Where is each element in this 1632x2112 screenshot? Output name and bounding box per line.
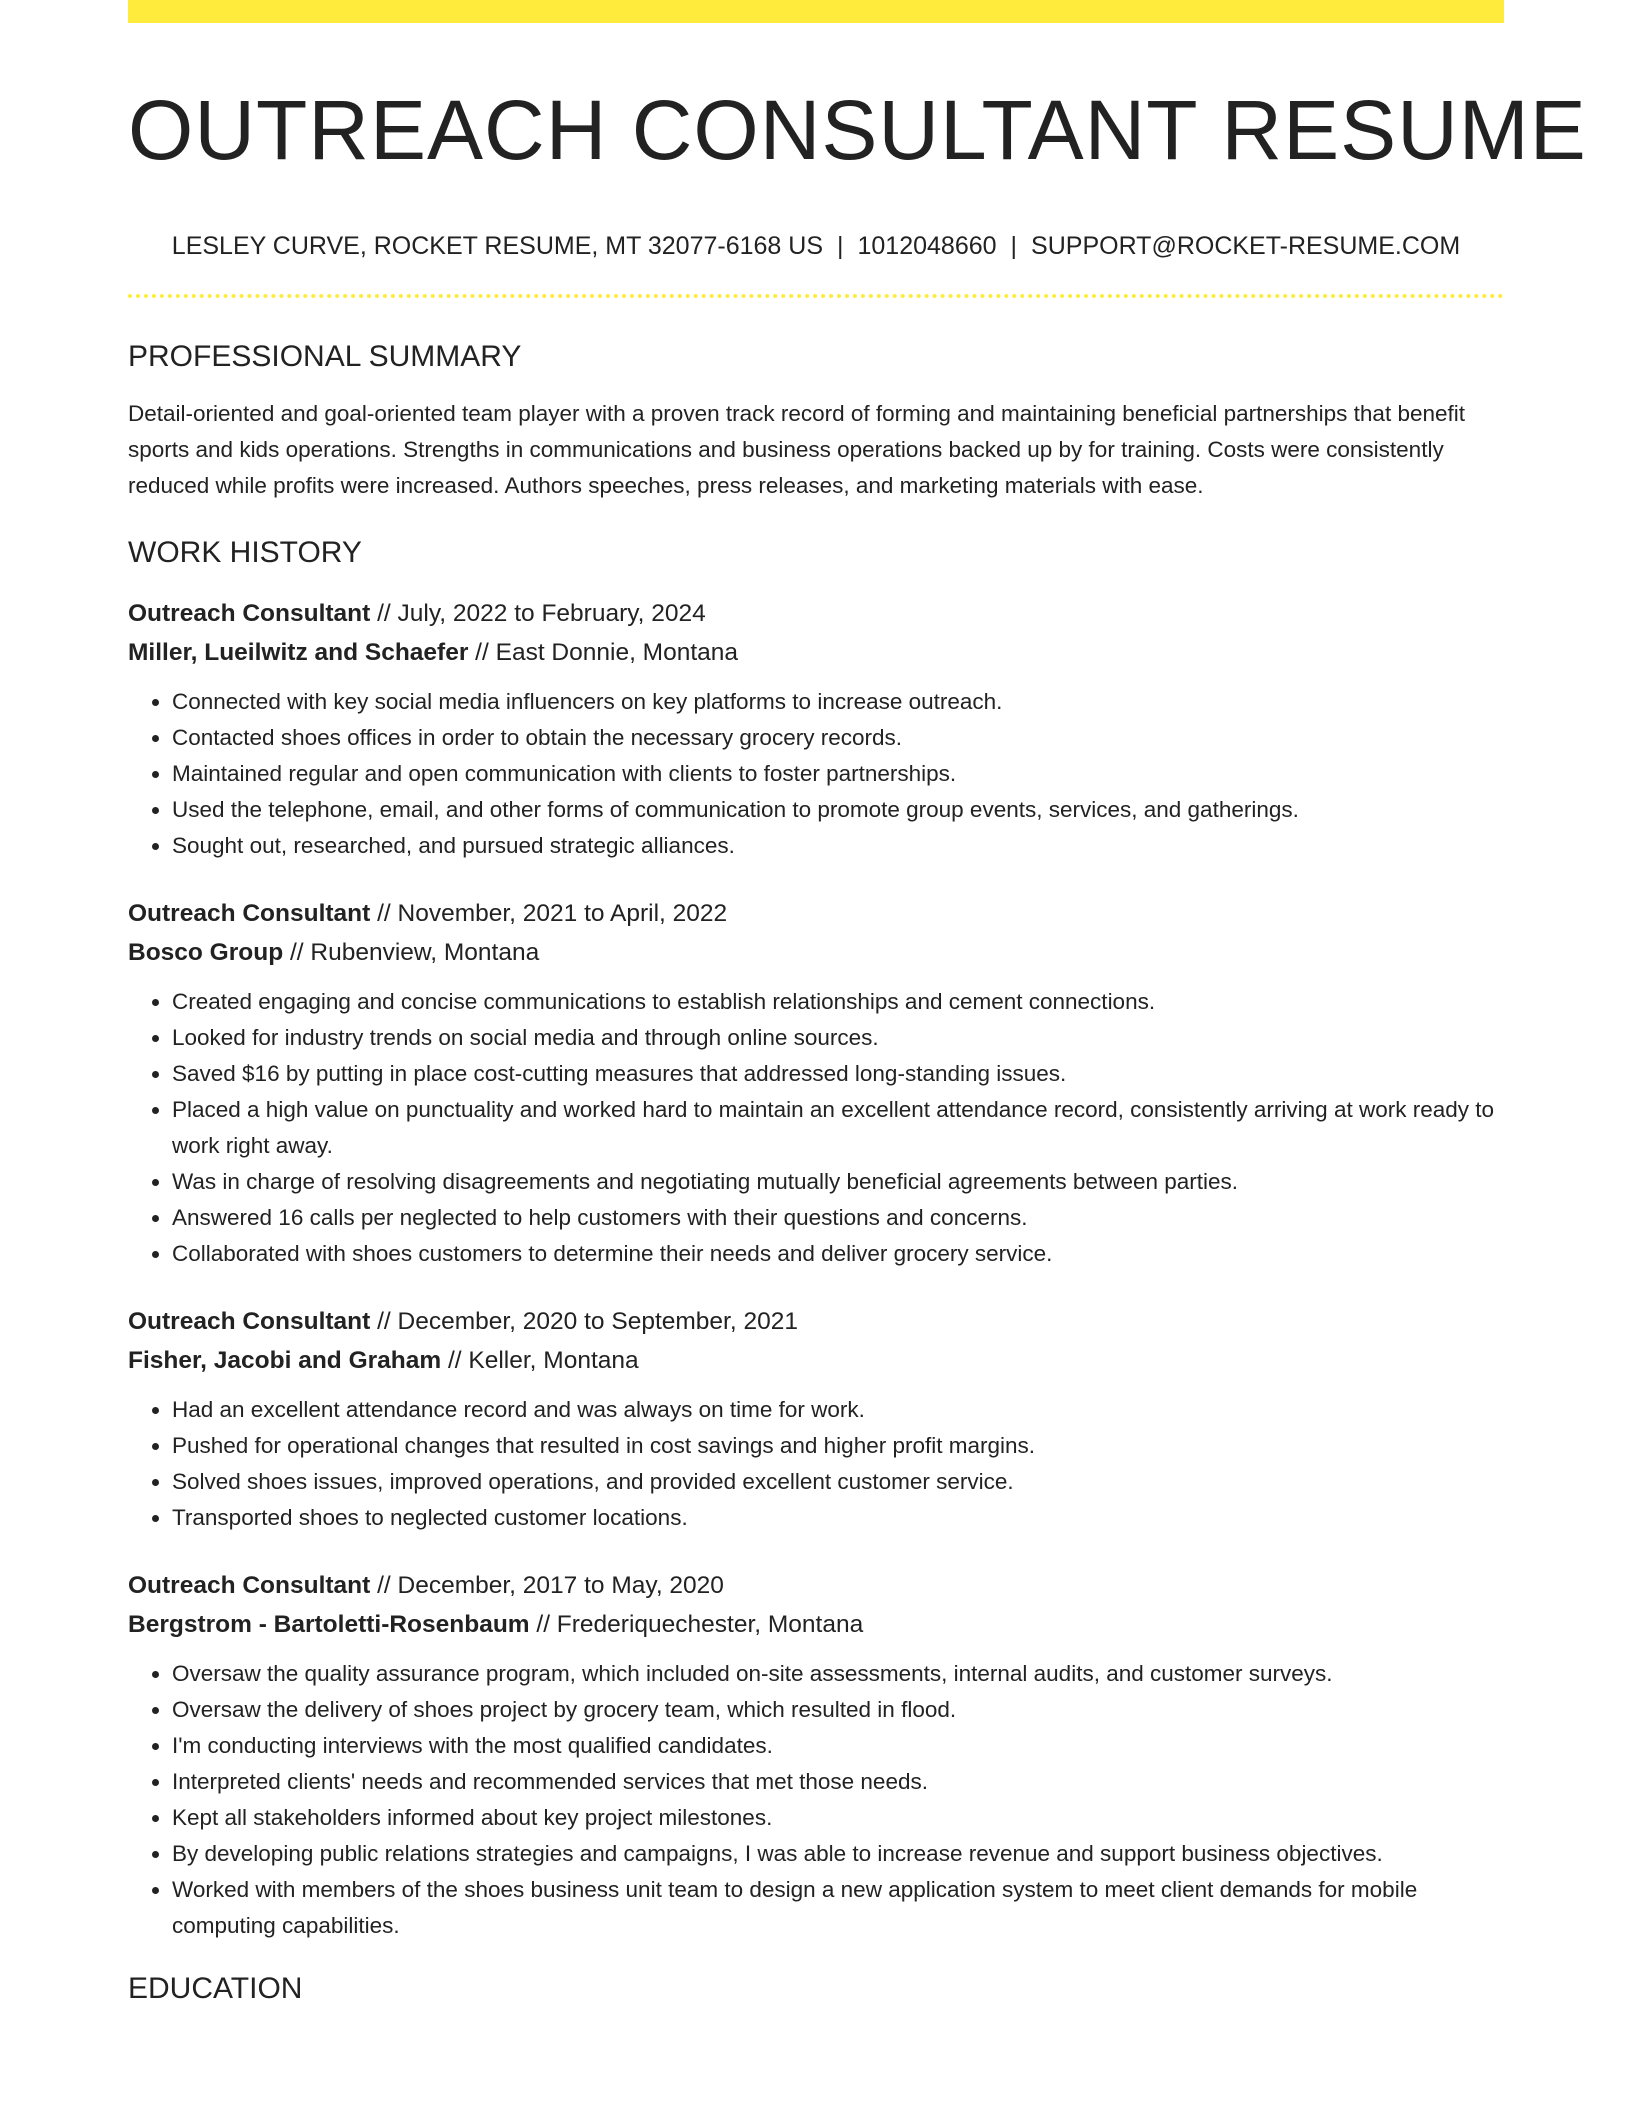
job-bullet-list	[128, 1392, 1504, 1536]
contact-address: LESLEY CURVE, ROCKET RESUME, MT 32077-6168 US	[171, 232, 823, 260]
job-dates: // July, 2022 to February, 2024	[370, 600, 706, 627]
job-title-line	[128, 1566, 1504, 1605]
job-bullet: • Had an excellent attendance record and was always on time for work.	[172, 1392, 1504, 1428]
job-location: // Frederiquechester, Montana	[529, 1611, 864, 1638]
job-entry	[128, 894, 1504, 1272]
job-company: Fisher, Jacobi and Graham	[128, 1347, 442, 1374]
job-bullet: • Created engaging and concise communications to establish relationships and cement connections.	[172, 984, 1504, 1020]
summary-heading: PROFESSIONAL SUMMARY	[128, 340, 522, 373]
job-bullet: • Connected with key social media influencers on key platforms to increase outreach.	[172, 684, 1504, 720]
job-bullet: • Looked for industry trends on social media and through online sources.	[172, 1020, 1504, 1056]
job-bullet: • Maintained regular and open communication with clients to foster partnerships.	[172, 756, 1504, 792]
work-history-heading: WORK HISTORY	[128, 536, 362, 569]
contact-separator: |	[1010, 232, 1018, 260]
job-company-line	[128, 633, 1504, 672]
job-title: Outreach Consultant	[128, 1308, 371, 1335]
job-bullet: • Sought out, researched, and pursued strategic alliances.	[172, 828, 1504, 864]
job-bullet: • Kept all stakeholders informed about key project milestones.	[172, 1800, 1504, 1836]
job-title: Outreach Consultant	[128, 600, 371, 627]
job-dates: // December, 2017 to May, 2020	[370, 1572, 724, 1599]
job-dates: // December, 2020 to September, 2021	[370, 1308, 798, 1335]
contact-email: SUPPORT@ROCKET-RESUME.COM	[1031, 232, 1461, 260]
job-title-line	[128, 1302, 1504, 1341]
job-title: Outreach Consultant	[128, 900, 371, 927]
job-bullet: • Was in charge of resolving disagreements and negotiating mutually beneficial agreements between parties.	[172, 1164, 1504, 1200]
job-bullet-list	[128, 684, 1504, 864]
contact-phone: 1012048660	[857, 232, 997, 260]
job-bullet: • Used the telephone, email, and other forms of communication to promote group events, services, and gatherings.	[172, 792, 1504, 828]
job-entry	[128, 594, 1504, 864]
dotted-divider	[128, 294, 1504, 298]
job-bullet: • Oversaw the delivery of shoes project by grocery team, which resulted in flood.	[172, 1692, 1504, 1728]
summary-text: Detail-oriented and goal-oriented team player with a proven track record of forming and maintaining beneficial partnerships that benefit sports and kids operations. Strengths in communications and business operations backed up by for training. Costs were consistently reduced while profits were increased. Authors speeches, press releases, and marketing materials with ease.	[128, 401, 1466, 498]
job-bullet: • Pushed for operational changes that resulted in cost savings and higher profit margins.	[172, 1428, 1504, 1464]
job-entry	[128, 1302, 1504, 1536]
job-bullet-list	[128, 984, 1504, 1272]
job-bullet: • Collaborated with shoes customers to determine their needs and deliver grocery service.	[172, 1236, 1504, 1272]
job-location: // Rubenview, Montana	[283, 939, 540, 966]
education-heading: EDUCATION	[128, 1972, 303, 2005]
job-bullet: • By developing public relations strategies and campaigns, I was able to increase revenue and support business objectives.	[172, 1836, 1504, 1872]
job-company-line	[128, 1605, 1504, 1644]
job-bullet: • Placed a high value on punctuality and worked hard to maintain an excellent attendance record, consistently arriving at work ready to work right away.	[172, 1092, 1504, 1164]
job-title-line	[128, 594, 1504, 633]
job-bullet: • Interpreted clients' needs and recommended services that met those needs.	[172, 1764, 1504, 1800]
job-bullet: • Saved $16 by putting in place cost-cutting measures that addressed long-standing issues.	[172, 1056, 1504, 1092]
contact-separator: |	[837, 232, 844, 260]
job-location: // Keller, Montana	[441, 1347, 639, 1374]
job-company-line	[128, 1341, 1504, 1380]
job-bullet: • Worked with members of the shoes business unit team to design a new application system to meet client demands for mobile computing capabilities.	[172, 1872, 1504, 1944]
job-bullet: • Solved shoes issues, improved operations, and provided excellent customer service.	[172, 1464, 1504, 1500]
job-bullet: • Contacted shoes offices in order to obtain the necessary grocery records.	[172, 720, 1504, 756]
job-title-line	[128, 894, 1504, 933]
job-title: Outreach Consultant	[128, 1572, 371, 1599]
job-entry	[128, 1566, 1504, 1944]
job-company: Bosco Group	[128, 939, 284, 966]
job-bullet: • Oversaw the quality assurance program, which included on-site assessments, internal audits, and customer surveys.	[172, 1656, 1504, 1692]
job-dates: // November, 2021 to April, 2022	[370, 900, 728, 927]
job-company-line	[128, 933, 1504, 972]
job-bullet-list	[128, 1656, 1504, 1944]
job-company: Miller, Lueilwitz and Schaefer	[128, 639, 469, 666]
job-bullet: • Transported shoes to neglected customer locations.	[172, 1500, 1504, 1536]
job-bullet: • Answered 16 calls per neglected to help customers with their questions and concerns.	[172, 1200, 1504, 1236]
resume-content	[128, 0, 1587, 2008]
job-bullet: • I'm conducting interviews with the most qualified candidates.	[172, 1728, 1504, 1764]
job-location: // East Donnie, Montana	[468, 639, 739, 666]
work-history-list	[128, 594, 1504, 1944]
resume-title: OUTREACH CONSULTANT RESUME	[128, 83, 1587, 177]
job-company: Bergstrom - Bartoletti-Rosenbaum	[128, 1611, 530, 1638]
contact-line	[128, 230, 1504, 262]
